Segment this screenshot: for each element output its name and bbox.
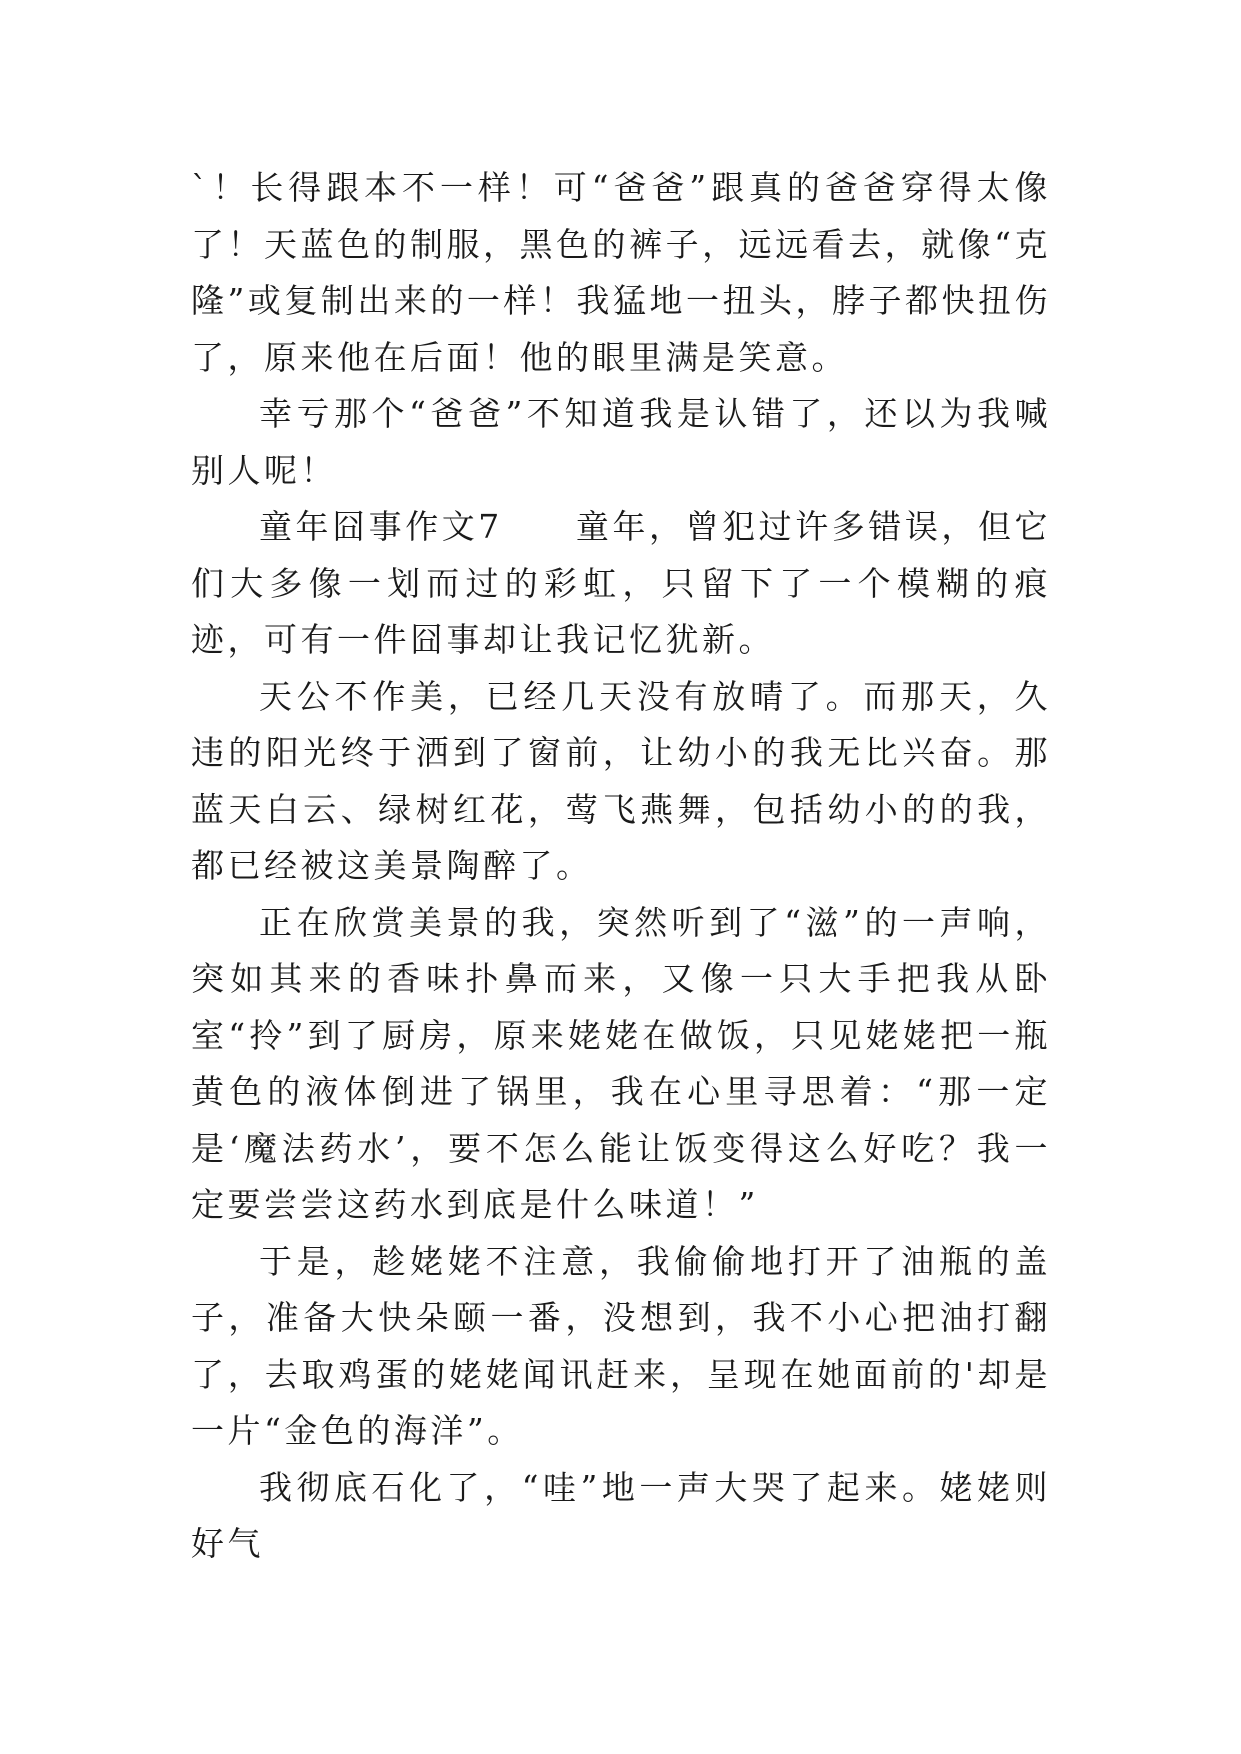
paragraph-1: `！长得跟本不一样！可“爸爸”跟真的爸爸穿得太像了！天蓝色的制服，黑色的裤子，远远看去，就像“克隆”或复制出来的一样！我猛地一扭头，脖子都快扭伤了，原来他在后面！他的眼里满是笑意。 [191, 168, 1051, 377]
paragraph-7: 我彻底石化了，“哇”地一声大哭了起来。姥姥则好气 [191, 1467, 1051, 1563]
paragraph-3: 童年囧事作文7 童年，曾犯过许多错误，但它们大多像一划而过的彩虹，只留下了一个模糊的痕迹，可有一件囧事却让我记忆犹新。 [191, 507, 1051, 659]
paragraph-5: 正在欣赏美景的我，突然听到了“滋”的一声响，突如其来的香味扑鼻而来，又像一只大手把我从卧室“拎”到了厨房，原来姥姥在做饭，只见姥姥把一瓶黄色的液体倒进了锅里，我在心里寻思着：“那一定是‘魔法药水’，要不怎么能让饭变得这么好吃？我一定要尝尝这药水到底是什么味道！” [191, 902, 1051, 1224]
paragraph-6: 于是，趁姥姥不注意，我偷偷地打开了油瓶的盖子，准备大快朵颐一番，没想到，我不小心把油打翻了，去取鸡蛋的姥姥闻讯赶来，呈现在她面前的'却是一片“金色的海洋”。 [191, 1241, 1051, 1450]
paragraph-2: 幸亏那个“爸爸”不知道我是认错了，还以为我喊别人呢！ [191, 394, 1051, 490]
paragraph-4: 天公不作美，已经几天没有放晴了。而那天，久违的阳光终于洒到了窗前，让幼小的我无比兴奋。那蓝天白云、绿树红花，莺飞燕舞，包括幼小的的我，都已经被这美景陶醉了。 [191, 676, 1051, 885]
document-body [191, 160, 1051, 1573]
